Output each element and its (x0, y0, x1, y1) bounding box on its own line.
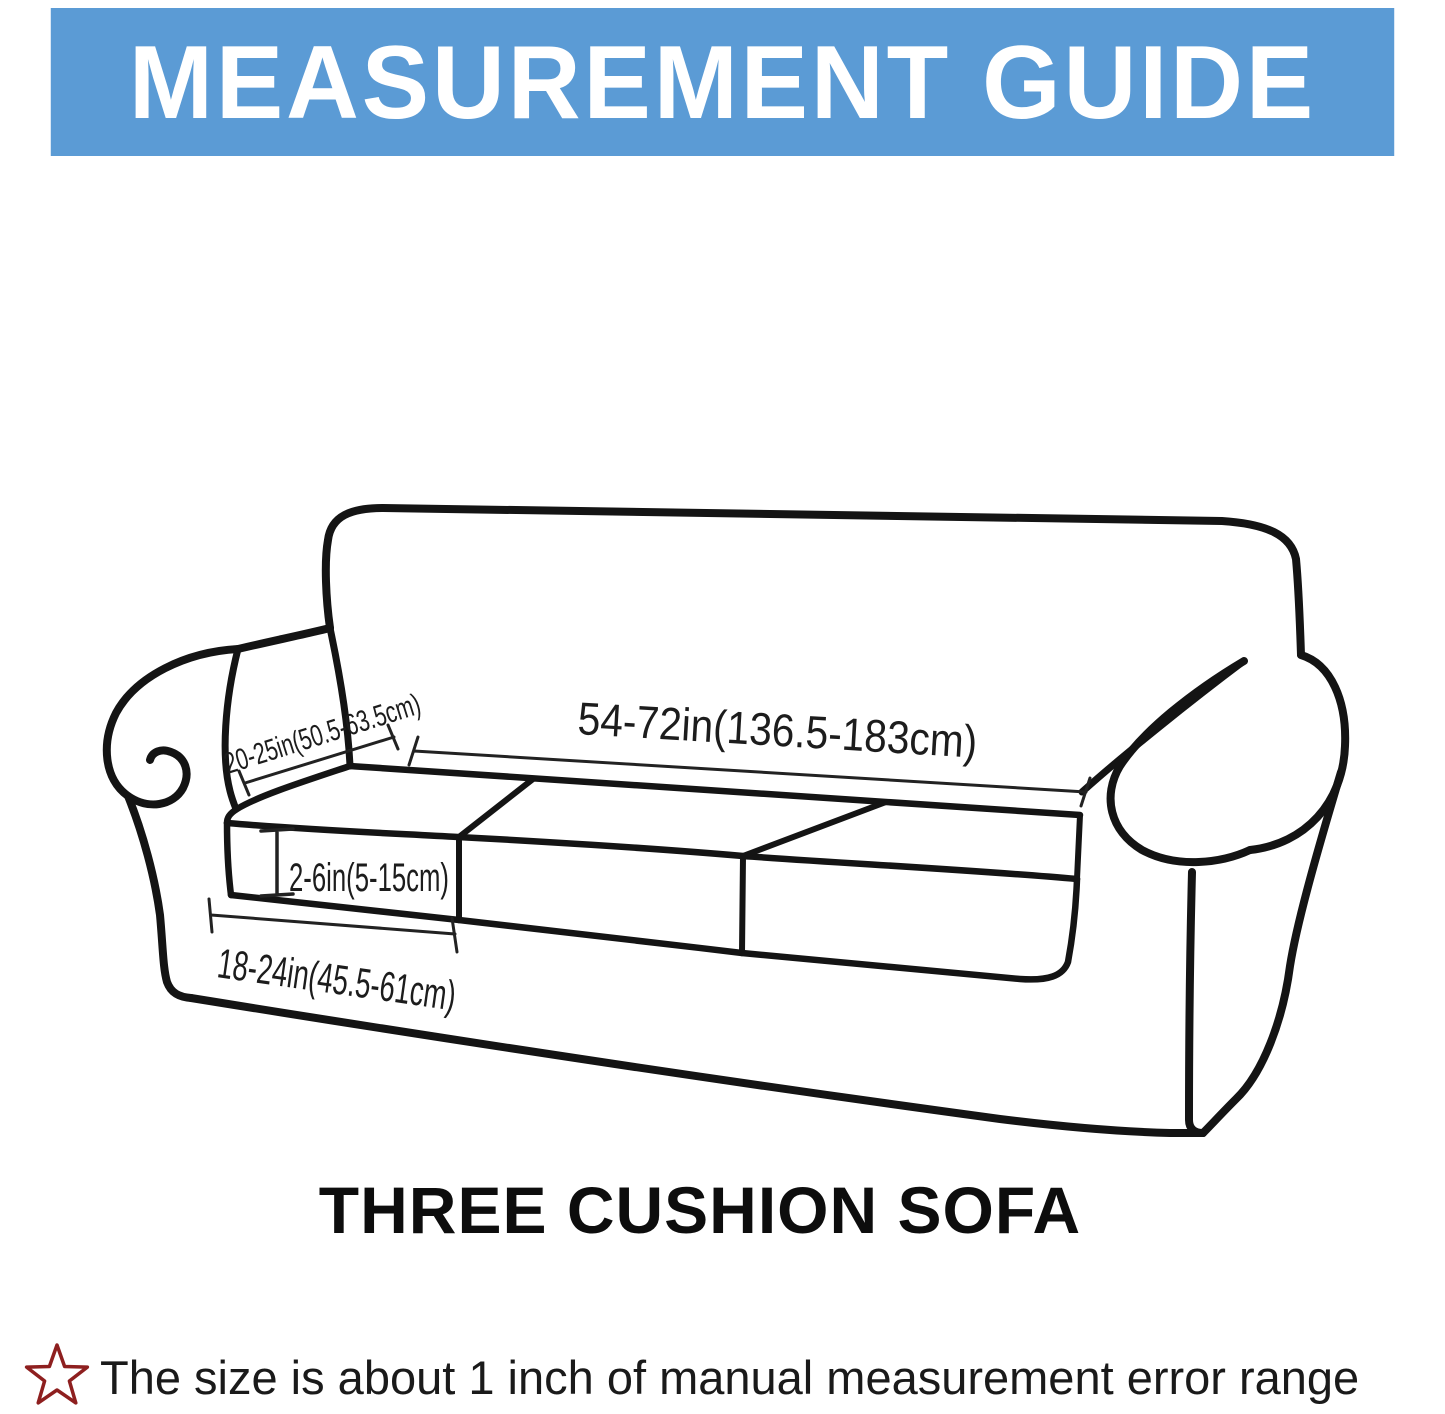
label-cushion-depth: 18-24in(45.5-61cm) (214, 939, 585, 1037)
diagram-caption: THREE CUSHION SOFA (318, 1173, 1082, 1247)
sofa-right-arm-front-edge (1189, 872, 1203, 1133)
star-outline (27, 1345, 88, 1403)
cushion3-right-edge (1077, 815, 1080, 879)
cushion3-bottom-edge (742, 879, 1077, 979)
cushion-divider-1 (459, 779, 533, 920)
sofa-left-arm-scroll-inner (225, 649, 238, 809)
cushion1-left-edge (227, 823, 231, 895)
sofa-backrest (326, 508, 1301, 655)
page-title: MEASUREMENT GUIDE (51, 8, 1394, 156)
sofa-right-arm-roll-front (1111, 661, 1250, 862)
sofa-right-arm-roll-outer (1250, 655, 1345, 850)
footnote-text: The size is about 1 inch of manual measurement error range (100, 1351, 1360, 1404)
sofa-left-arm-scroll (107, 649, 238, 804)
label-cushion-height: 2-6in(5-15cm) (289, 856, 449, 900)
sofa-left-arm-top (238, 628, 330, 649)
cushion-back-edge (350, 766, 1080, 815)
sofa-left-edge (128, 796, 191, 998)
sofa-right-edge (1203, 772, 1341, 1133)
cushion2-bottom-edge (459, 920, 742, 953)
sofa-outline (107, 508, 1345, 1133)
label-arm-width: 20-25in(50.5-63.5cm) (220, 662, 504, 781)
cushion-divider-2 (742, 802, 886, 953)
dimension-labels (214, 662, 1032, 1037)
star-icon (22, 1336, 94, 1414)
sofa-bottom-edge (191, 998, 1203, 1133)
label-seat-width: 54-72in(136.5-183cm) (576, 692, 1032, 771)
